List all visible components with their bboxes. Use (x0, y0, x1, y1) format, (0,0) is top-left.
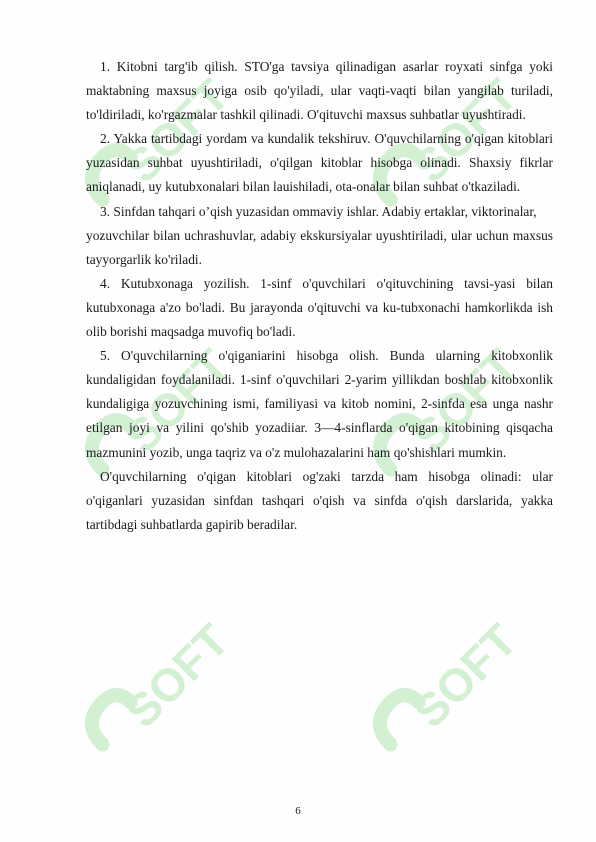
paragraph-text: O'quvchilarning o'qigan kitoblari og'zaki tarzda ham hisobga olinadi: ular o'qiganlari yuzasidan sinfdan tashqari o'qish va sinfda o'qish darslarida, yakka tartibdagi suhbatlarda gapirib beradilar. (86, 468, 553, 532)
paragraph-3 (86, 200, 553, 224)
list-number: 2. (100, 131, 111, 147)
watermark-logo (350, 605, 530, 790)
svg-text:SOFT: SOFT (403, 338, 527, 463)
paragraph-text: Kutubxonaga yozilish. 1-sinf o'quvchilari o'qituvchining tavsi-yasi bilan kutubxonaga a'zo bo'ladi. Bu jarayonda o'qituvchi va ku-tubxonachi hamkorlikda ish olib borishi maqsadga muvofiq bo'ladi. (86, 275, 553, 340)
paragraph-text: Kitobni targ'ib qilish. STO'ga tavsiya qilinadigan asarlar royxati sinfga yoki maktabning maxsus joyiga osib qo'yiladi, ular vaqti-vaqti bilan yangilab turiladi, to'ldiriladi, ko'rgazmalar tashkil qilinadi. O'qituvchi maxsus suhbatlar uyushtiradi. (86, 59, 553, 123)
paragraph-text: O'quvchilarning o'qiganiarini hisobga olish. Bunda ularning kitobxonlik kundaligidan foydalaniladi. 1-sinf o'quvchilari 2-yarim yillikdan boshlab kitobxonlik kundaligiga yozuvchining ismi, familiyasi va kitob nomini, 2-sinfda esa unga nashr etilgan joyi va yilini qo'shib yozadiiar. 3—4-sinflarda o'qigan kitobining qisqacha mazmunini yozib, unga taqriz va o'z mulohazalarini ham qo'shishlari mumkin. (86, 348, 553, 460)
paragraph-1 (86, 55, 553, 127)
svg-text:SOFT: SOFT (115, 338, 239, 463)
paragraph-2 (86, 127, 553, 199)
paragraph-text: Sinfdan tahqari o’qish yuzasidan ommaviy ishlar. Adabiy ertaklar, viktorinalar, (113, 203, 537, 219)
paragraph-3-continued (86, 224, 553, 272)
svg-text:SOFT: SOFT (115, 613, 239, 738)
svg-text:SOFT: SOFT (403, 68, 527, 193)
list-number: 3. (100, 203, 111, 219)
svg-text:SOFT: SOFT (115, 68, 239, 193)
list-number: 5. (100, 348, 111, 364)
document-body (86, 55, 553, 537)
watermark-logo (62, 605, 242, 790)
svg-text:SOFT: SOFT (403, 613, 527, 738)
paragraph-text: Yakka tartibdagi yordam va kundalik tekshiruv. O'quvchilarning o'qigan kitoblari yuzasidan suhbat uyushtiriladi, o'qilgan kitoblar hisobga olinadi. Shaxsiy fikrlar aniqlanadi, uy kutubxonalari bilan lauishiladi, ota-onalar bilan suhbat o'tkaziladi. (86, 131, 553, 195)
paragraph-5 (86, 344, 553, 464)
page-number: 6 (295, 805, 301, 817)
paragraph-4 (86, 272, 553, 344)
paragraph-6 (86, 465, 553, 537)
list-number: 4. (100, 275, 111, 291)
paragraph-text: yozuvchilar bilan uchrashuvlar, adabiy ekskursiyalar uyushtiriladi, ular uchun maxsus tayyorgarlik ko'riladi. (86, 227, 553, 267)
list-number: 1. (100, 59, 111, 74)
